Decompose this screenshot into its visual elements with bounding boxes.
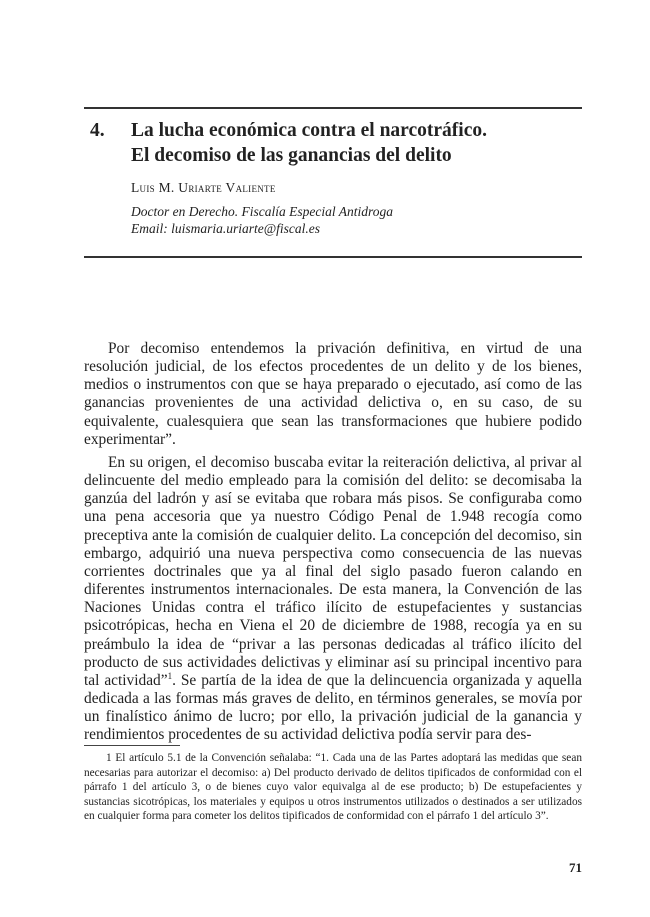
- chapter-title-line-2: El decomiso de las ganancias del delito: [131, 145, 452, 166]
- author-name: Luis M. Uriarte Valiente: [131, 180, 276, 195]
- chapter-title-line-1: La lucha económica contra el narcotráfico.: [131, 120, 487, 141]
- chapter-number: 4.: [90, 120, 105, 141]
- paragraph-2-part-1: En su origen, el decomiso buscaba evitar la reiteración delictiva, al privar al delincuente del medio empleado para la comisión del delito: se decomisaba la ganzúa del ladrón y así se evitaba que robara más pisos. Se configuraba como una pena accesoria que ya nuestro Código Penal de 1.948 recogía como preceptiva ante la comisión de cualquier delito. La concepción del decomiso, sin embargo, adquirió una nueva perspectiva como consecuencia de las nuevas corrientes doctrinales que ya al final del siglo pasado fueron calando en diferentes instrumentos internacionales. De esta manera, la Convención de las Naciones Unidas contra el tráfico ilícito de estupefacientes y sustancias psicotrópicas, hecha en Viena el 20 de diciembre de 1988, recogía ya en su preámbulo la idea de “privar a las personas dedicadas al tráfico ilícito del producto de sus actividades delictivas y eliminar así su principal incentivo para tal actividad”: [84, 453, 582, 689]
- paragraph-2-part-2: . Se partía de la idea de que la delincuencia organizada y aquella dedicada a las formas más graves de delito, en términos generales, se movía por un finalístico ánimo de lucro; por ello, la privación judicial de la ganancia y rendimientos procedentes de su actividad delictiva podía servir para des-: [84, 671, 582, 744]
- paragraph-2: [84, 454, 582, 745]
- footnote: [84, 751, 582, 824]
- author-email: Email: luismaria.uriarte@fiscal.es: [131, 221, 321, 236]
- bottom-rule: [84, 256, 582, 258]
- top-rule: [84, 107, 582, 109]
- author-affiliation: Doctor en Derecho. Fiscalía Especial Antidroga: [131, 204, 393, 219]
- paragraph-1: Por decomiso entendemos la privación definitiva, en virtud de una resolución judicial, de los efectos procedentes de un delito y de los bienes, medios o instrumentos con que se haya preparado o ejecutado, así como de las ganancias provenientes de una actividad delictiva o, en su caso, de su equivalente, cualesquiera que sean las transformaciones que hubiere podido experimentar”.: [84, 340, 582, 448]
- page-number: 71: [569, 860, 582, 875]
- body-text: [84, 340, 582, 744]
- footnote-1: 1 El artículo 5.1 de la Convención señalaba: “1. Cada una de las Partes adoptará las medidas que sean necesarias para autorizar el decomiso: a) Del producto derivado de delitos tipificados de conformidad con el párrafo 1 del artículo 3, o de bienes cuyo valor equivalga al de ese producto; b) De estupefacientes y sustancias sicotrópicas, los materiales y equipos u otros instrumentos utilizados o destinados a ser utilizados en cualquier forma para cometer los delitos tipificados de conformidad con el párrafo 1 del artículo 3”.: [84, 752, 582, 823]
- footnote-separator: [84, 745, 180, 746]
- footnote-reference[interactable]: 1: [167, 670, 173, 681]
